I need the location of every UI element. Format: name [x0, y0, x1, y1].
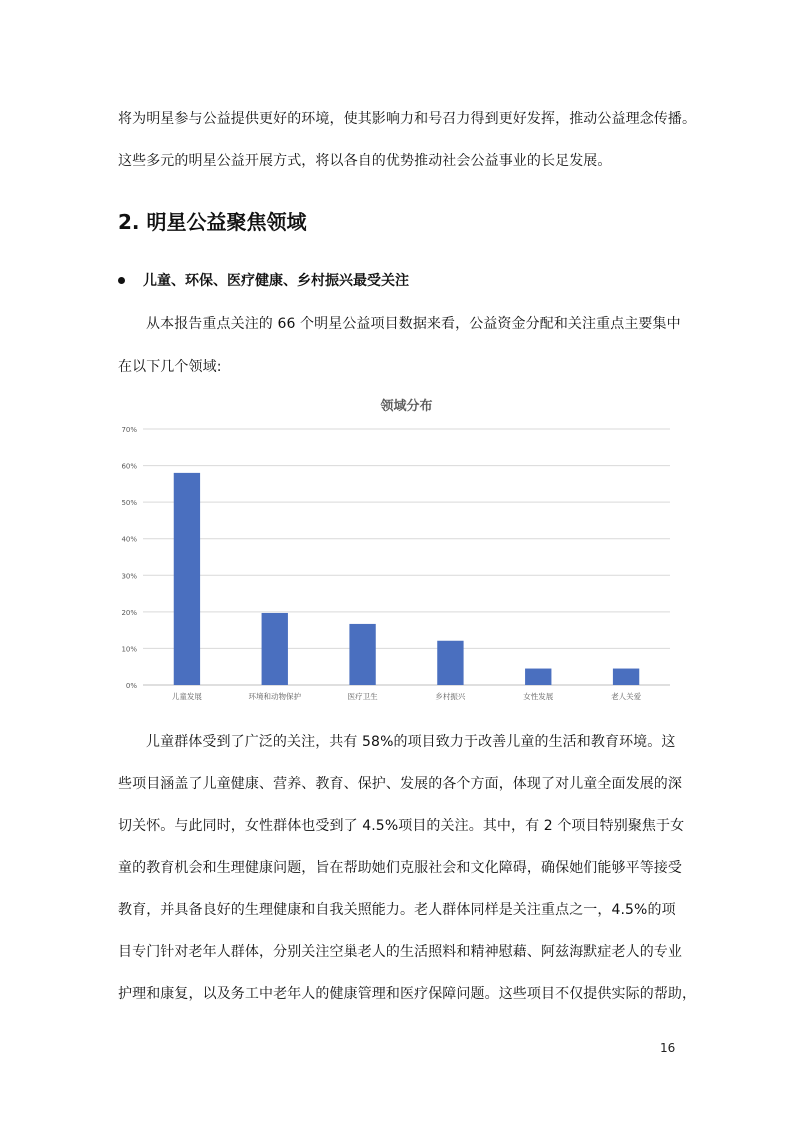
- chart-title: 领域分布: [380, 399, 433, 414]
- bar: [525, 669, 551, 685]
- y-tick-label: 60%: [121, 462, 137, 471]
- x-tick-label: 儿童发展: [171, 692, 202, 701]
- paragraph-line: 护理和康复，以及务工中老年人的健康管理和医疗保障问题。这些项目不仅提供实际的帮助，: [118, 986, 697, 1002]
- bar: [437, 641, 463, 685]
- x-tick-label: 女性发展: [523, 692, 554, 701]
- x-tick-label: 医疗卫生: [347, 692, 378, 701]
- paragraph-line: 这些多元的明星公益开展方式，将以各自的优势推动社会公益事业的长足发展。: [118, 153, 612, 169]
- paragraph-line: 将为明星参与公益提供更好的环境，使其影响力和号召力得到更好发挥，推动公益理念传播。: [118, 111, 697, 127]
- paragraph-line: 切关怀。与此同时，女性群体也受到了 4.5%项目的关注。其中，有 2 个项目特别聚焦于女: [118, 818, 685, 834]
- paragraph-line: 儿童群体受到了广泛的关注，共有 58%的项目致力于改善儿童的生活和教育环境。这: [146, 734, 676, 750]
- paragraph-line: 从本报告重点关注的 66 个明星公益项目数据来看，公益资金分配和关注重点主要集中: [146, 316, 681, 332]
- bar: [349, 624, 375, 685]
- x-tick-label: 老人关爱: [611, 692, 642, 701]
- y-tick-label: 0%: [125, 682, 137, 690]
- y-tick-label: 50%: [121, 499, 137, 508]
- x-tick-label: 环境和动物保护: [248, 692, 301, 701]
- paragraph-line: 教育，并具备良好的生理健康和自我关照能力。老人群体同样是关注重点之一，4.5%的项: [118, 902, 676, 918]
- bar: [613, 669, 639, 685]
- bullet-heading: 儿童、环保、医疗健康、乡村振兴最受关注: [143, 273, 409, 289]
- bar-chart: [118, 388, 678, 713]
- paragraph-line: 在以下几个领域:: [118, 359, 222, 375]
- paragraph-line: 目专门针对老年人群体，分别关注空巢老人的生活照料和精神慰藉、阿兹海默症老人的专业: [118, 944, 682, 960]
- chart-canvas: [118, 388, 678, 713]
- bar: [262, 613, 288, 685]
- section-heading: 2. 明星公益聚焦领域: [118, 210, 307, 234]
- y-tick-label: 20%: [121, 608, 137, 617]
- x-tick-label: 乡村振兴: [435, 692, 466, 701]
- bar: [174, 473, 200, 685]
- page-number: 16: [660, 1041, 676, 1055]
- y-tick-label: 30%: [121, 572, 137, 581]
- y-tick-label: 40%: [121, 535, 137, 544]
- bullet-item: [118, 270, 409, 290]
- y-tick-label: 10%: [121, 645, 137, 654]
- bullet-icon: [118, 277, 125, 284]
- y-tick-label: 70%: [121, 426, 137, 434]
- paragraph-line: 童的教育机会和生理健康问题，旨在帮助她们克服社会和文化障碍，确保她们能够平等接受: [118, 860, 682, 876]
- paragraph-line: 些项目涵盖了儿童健康、营养、教育、保护、发展的各个方面，体现了对儿童全面发展的深: [118, 776, 682, 792]
